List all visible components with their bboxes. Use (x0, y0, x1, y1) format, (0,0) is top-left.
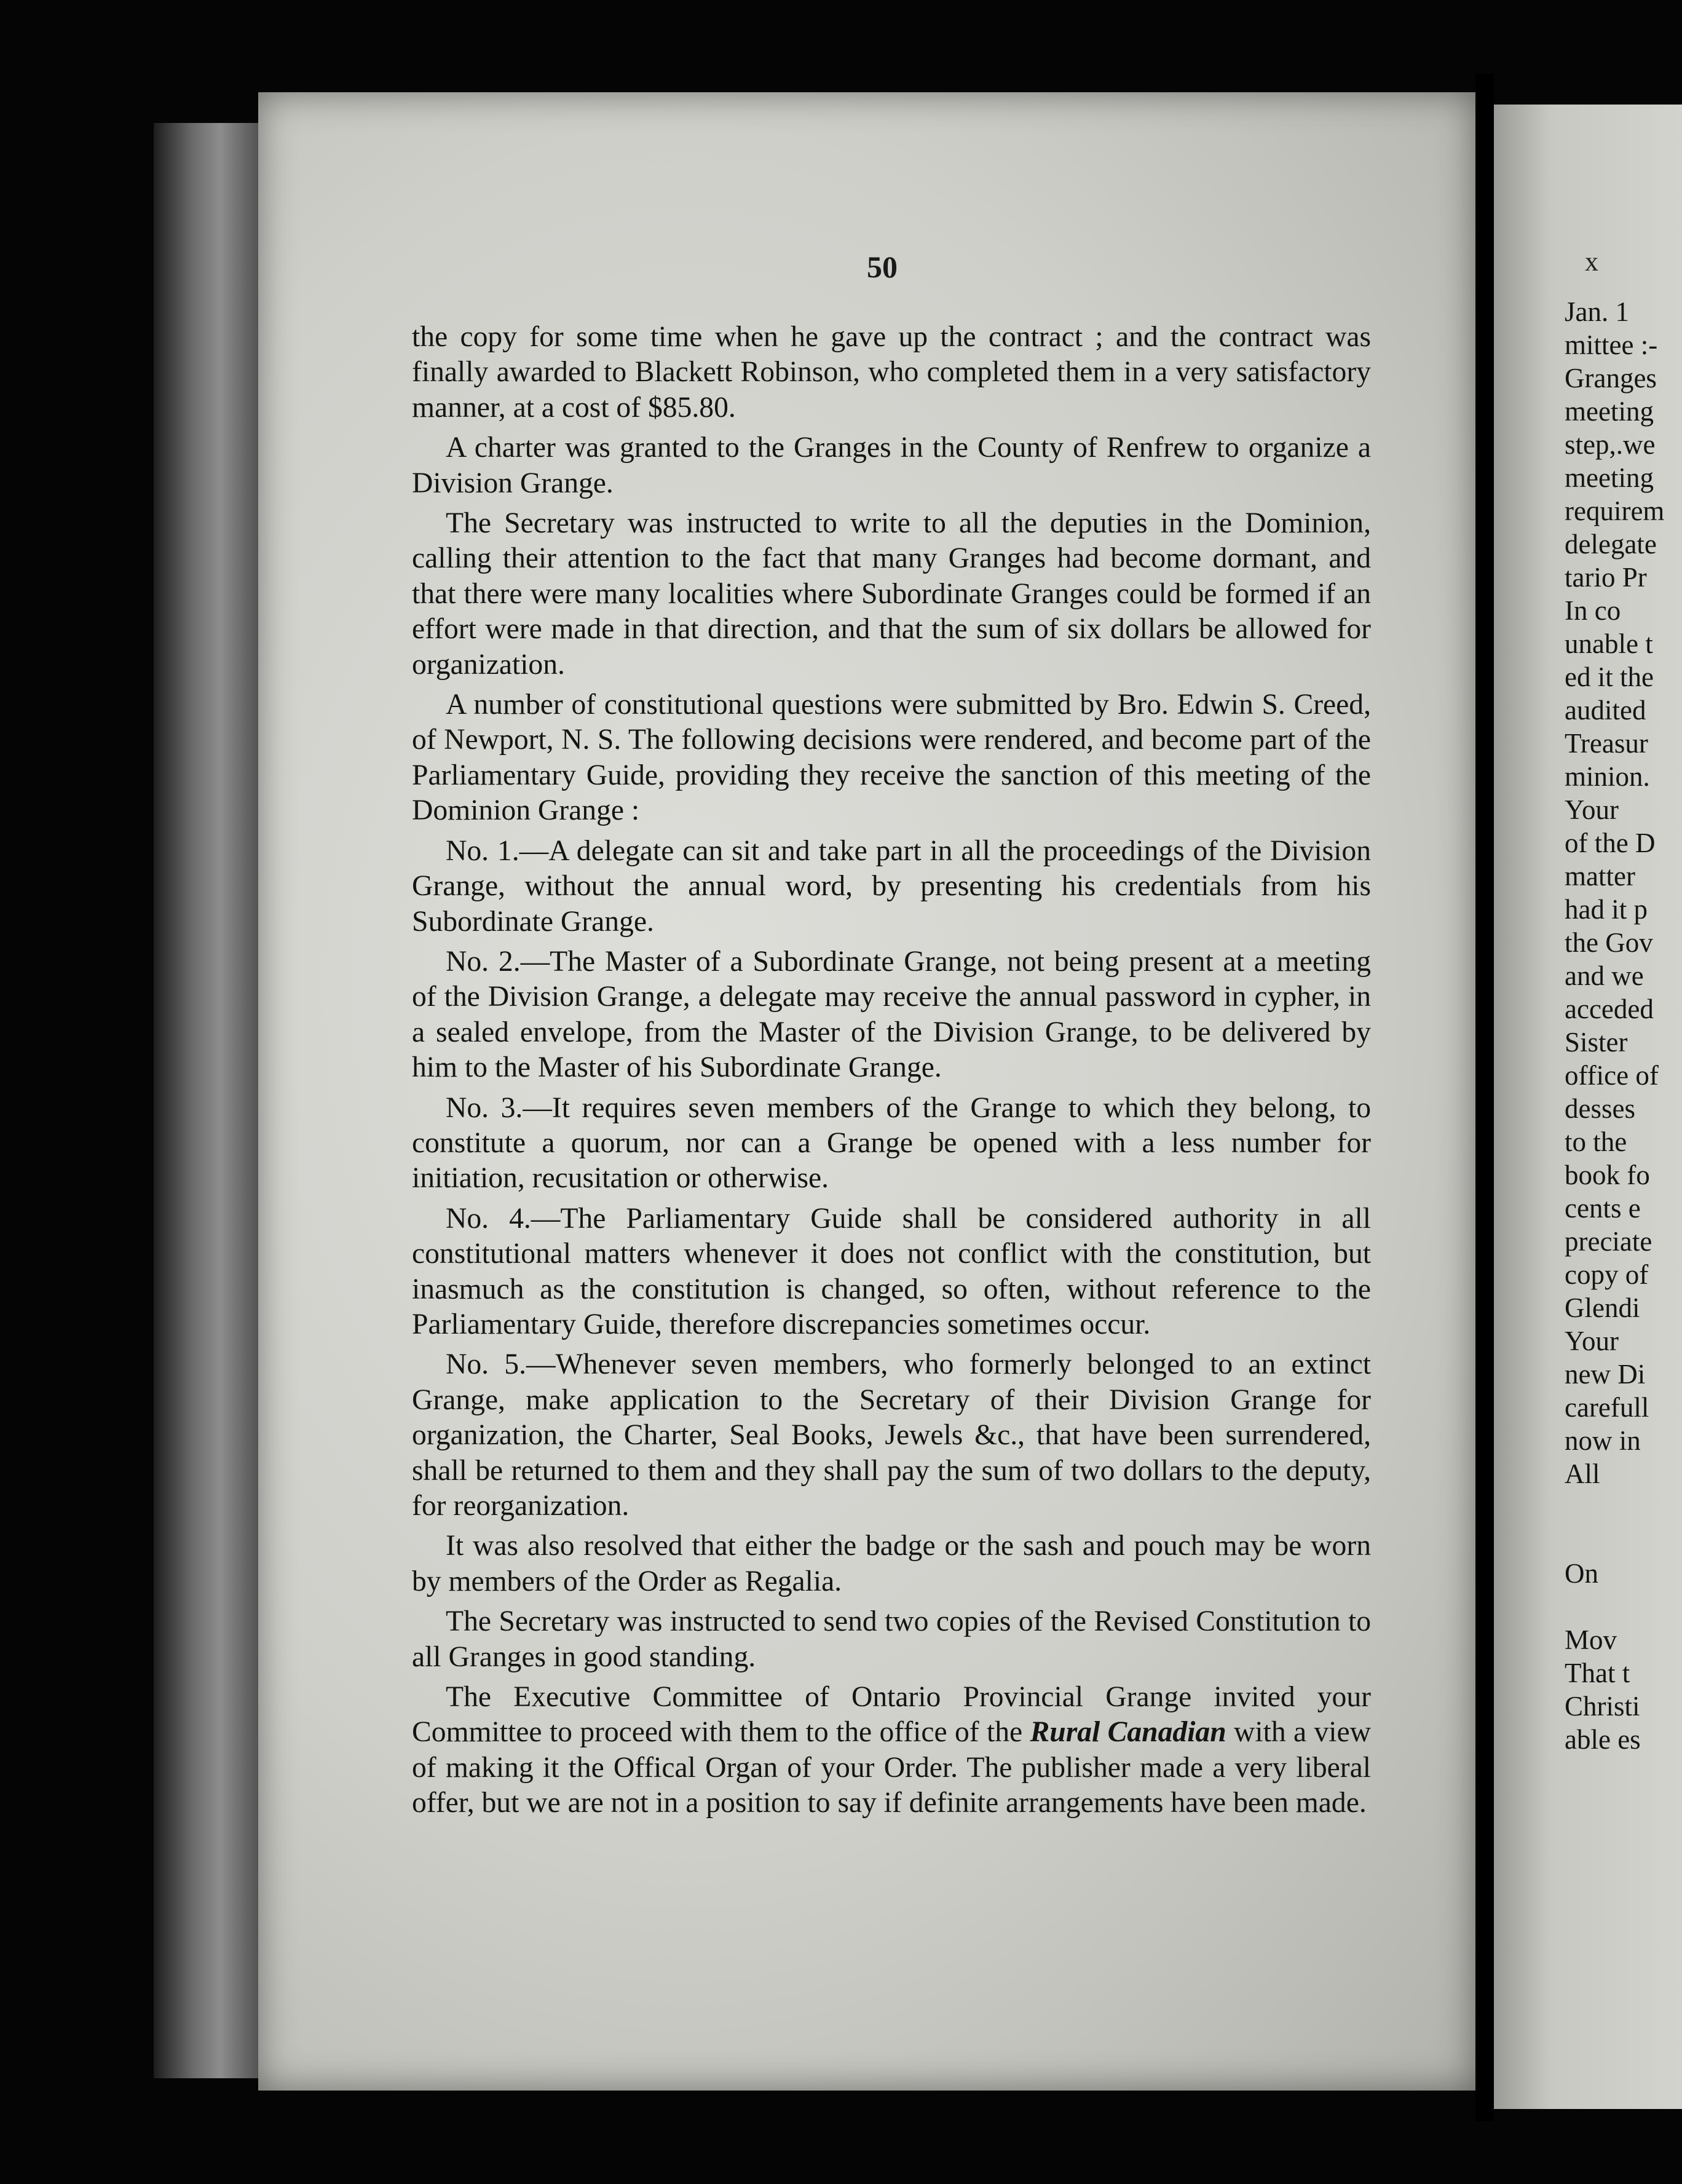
book-edge-left (154, 123, 264, 2078)
paragraph-final (412, 1680, 1371, 1821)
right-page-line: All (1565, 1458, 1600, 1489)
paragraph: The Secretary was instructed to send two copies of the Revised Constitution to all Granges in good standing. (412, 1605, 1371, 1673)
right-page-line: Sister (1565, 1027, 1628, 1058)
right-page-line: step,.we (1565, 429, 1656, 460)
right-page-line: In co (1565, 595, 1621, 626)
publication-title: Rural Canadian (1030, 1716, 1226, 1749)
paragraph: It was also resolved that either the badge or the sash and pouch may be worn by members of the Order as Regalia. (412, 1530, 1371, 1597)
right-page-line: able es (1565, 1724, 1641, 1755)
paragraph: No. 4.—The Parliamentary Guide shall be considered authority in all constitutional matters whenever it does not conflict with the constitution, but inasmuch as the constitution is changed, so often, without reference to the Parliamentary Guide, therefore discrepancies sometimes occur. (412, 1202, 1371, 1340)
right-page-line: Treasur (1565, 728, 1648, 759)
right-page-line: cents e (1565, 1193, 1641, 1224)
paragraph: the copy for some time when he gave up the contract ; and the contract was finally awarded to Blackett Robinson, who completed them in a very satisfactory manner, at a cost of $85.80. (412, 321, 1371, 424)
right-page-line: book fo (1565, 1160, 1650, 1190)
right-page-line: acceded (1565, 994, 1654, 1024)
right-page-line (1565, 1490, 1682, 1524)
right-page-line: delegate (1565, 529, 1657, 560)
paragraph: A number of constitutional questions were submitted by Bro. Edwin S. Creed, of Newport, N. S. The following decisions were rendered, and become part of the Parliamentary Guide, providing they receive the sanction of this meeting of the Dominion Grange : (412, 689, 1371, 827)
right-page-line (1565, 1524, 1682, 1557)
right-page-corner-mark: x (1585, 247, 1598, 277)
paragraph: No. 5.—Whenever seven members, who formerly belonged to an extinct Grange, make application to the Secretary of their Division Grange for organization, the Charter, Seal Books, Jewels &c., that have been surrendered, shall be returned to them and they shall pay the sum of two dollars to the deputy, for reorganization. (412, 1348, 1371, 1522)
right-page-line: office of (1565, 1060, 1659, 1091)
right-page-line: new Di (1565, 1359, 1646, 1390)
right-page-line: desses (1565, 1093, 1635, 1124)
left-page-body (412, 320, 1371, 1826)
paragraph: No. 2.—The Master of a Subordinate Grange, not being present at a meeting of the Division Grange, a delegate may receive the annual password in cypher, in a sealed envelope, from the Master of the Division Grange, to be delivered by him to the Master of his Subordinate Grange. (412, 945, 1371, 1084)
paragraph-text: with a view of making it the Offical Organ of your Order. The publisher made a very liberal offer, but we are not in a position to say if definite arrangements have been made. (412, 1716, 1371, 1819)
paragraph: No. 1.—A delegate can sit and take part in all the proceedings of the Division Grange, without the annual word, by presenting his credentials from his Subordinate Grange. (412, 834, 1371, 938)
right-page-line: Mov (1565, 1624, 1617, 1655)
right-page-line: Christi (1565, 1691, 1640, 1722)
right-page-line: On (1565, 1558, 1598, 1589)
right-page-line: copy of (1565, 1259, 1649, 1290)
right-page-line: That t (1565, 1658, 1630, 1688)
right-page-line: meeting (1565, 396, 1654, 427)
right-page-line: ed it the (1565, 662, 1654, 692)
right-page-line: Your (1565, 1326, 1619, 1356)
right-page-line: to the (1565, 1126, 1627, 1157)
right-page-line: requirem (1565, 496, 1665, 526)
right-page-line (1565, 1590, 1682, 1623)
right-page-line: Your (1565, 794, 1619, 825)
right-page-line: mittee :- (1565, 330, 1658, 360)
right-page-line: minion. (1565, 761, 1650, 792)
right-page-line: unable t (1565, 628, 1653, 659)
right-page-line: and we (1565, 960, 1644, 991)
right-page-line: matter (1565, 861, 1635, 892)
right-page-line: audited (1565, 695, 1646, 726)
right-page-line: preciate (1565, 1226, 1652, 1257)
paragraph: The Secretary was instructed to write to all the deputies in the Dominion, calling their attention to the fact that many Granges had become dormant, and that there were many localities where Subordinate Granges could be formed if an effort were made in that direction, and that the sum of six dollars be allowed for organization. (412, 507, 1371, 681)
page-number: 50 (867, 250, 898, 284)
right-page-line: Jan. 1 (1565, 296, 1629, 327)
right-page-line: Granges (1565, 363, 1657, 394)
paragraph-text: The Executive Committee of Ontario Provincial Grange invited your Committee to proceed with them to the office of the (412, 1681, 1371, 1749)
right-page-line: Glendi (1565, 1292, 1640, 1323)
right-page-line: meeting (1565, 462, 1654, 493)
right-page-line: of the D (1565, 828, 1656, 858)
paragraph: No. 3.—It requires seven members of the Grange to which they belong, to constitute a quorum, nor can a Grange be opened with a less number for initiation, recusitation or otherwise. (412, 1091, 1371, 1195)
right-page-line: the Gov (1565, 927, 1653, 958)
right-page-line: tario Pr (1565, 562, 1647, 593)
right-page-line: carefull (1565, 1392, 1649, 1423)
book-gutter (1475, 74, 1494, 2121)
right-page-line: had it p (1565, 894, 1648, 925)
paragraph: A charter was granted to the Granges in the County of Renfrew to organize a Division Grange. (412, 432, 1371, 499)
right-page-text (1565, 295, 1682, 1756)
right-page-line: now in (1565, 1425, 1641, 1456)
